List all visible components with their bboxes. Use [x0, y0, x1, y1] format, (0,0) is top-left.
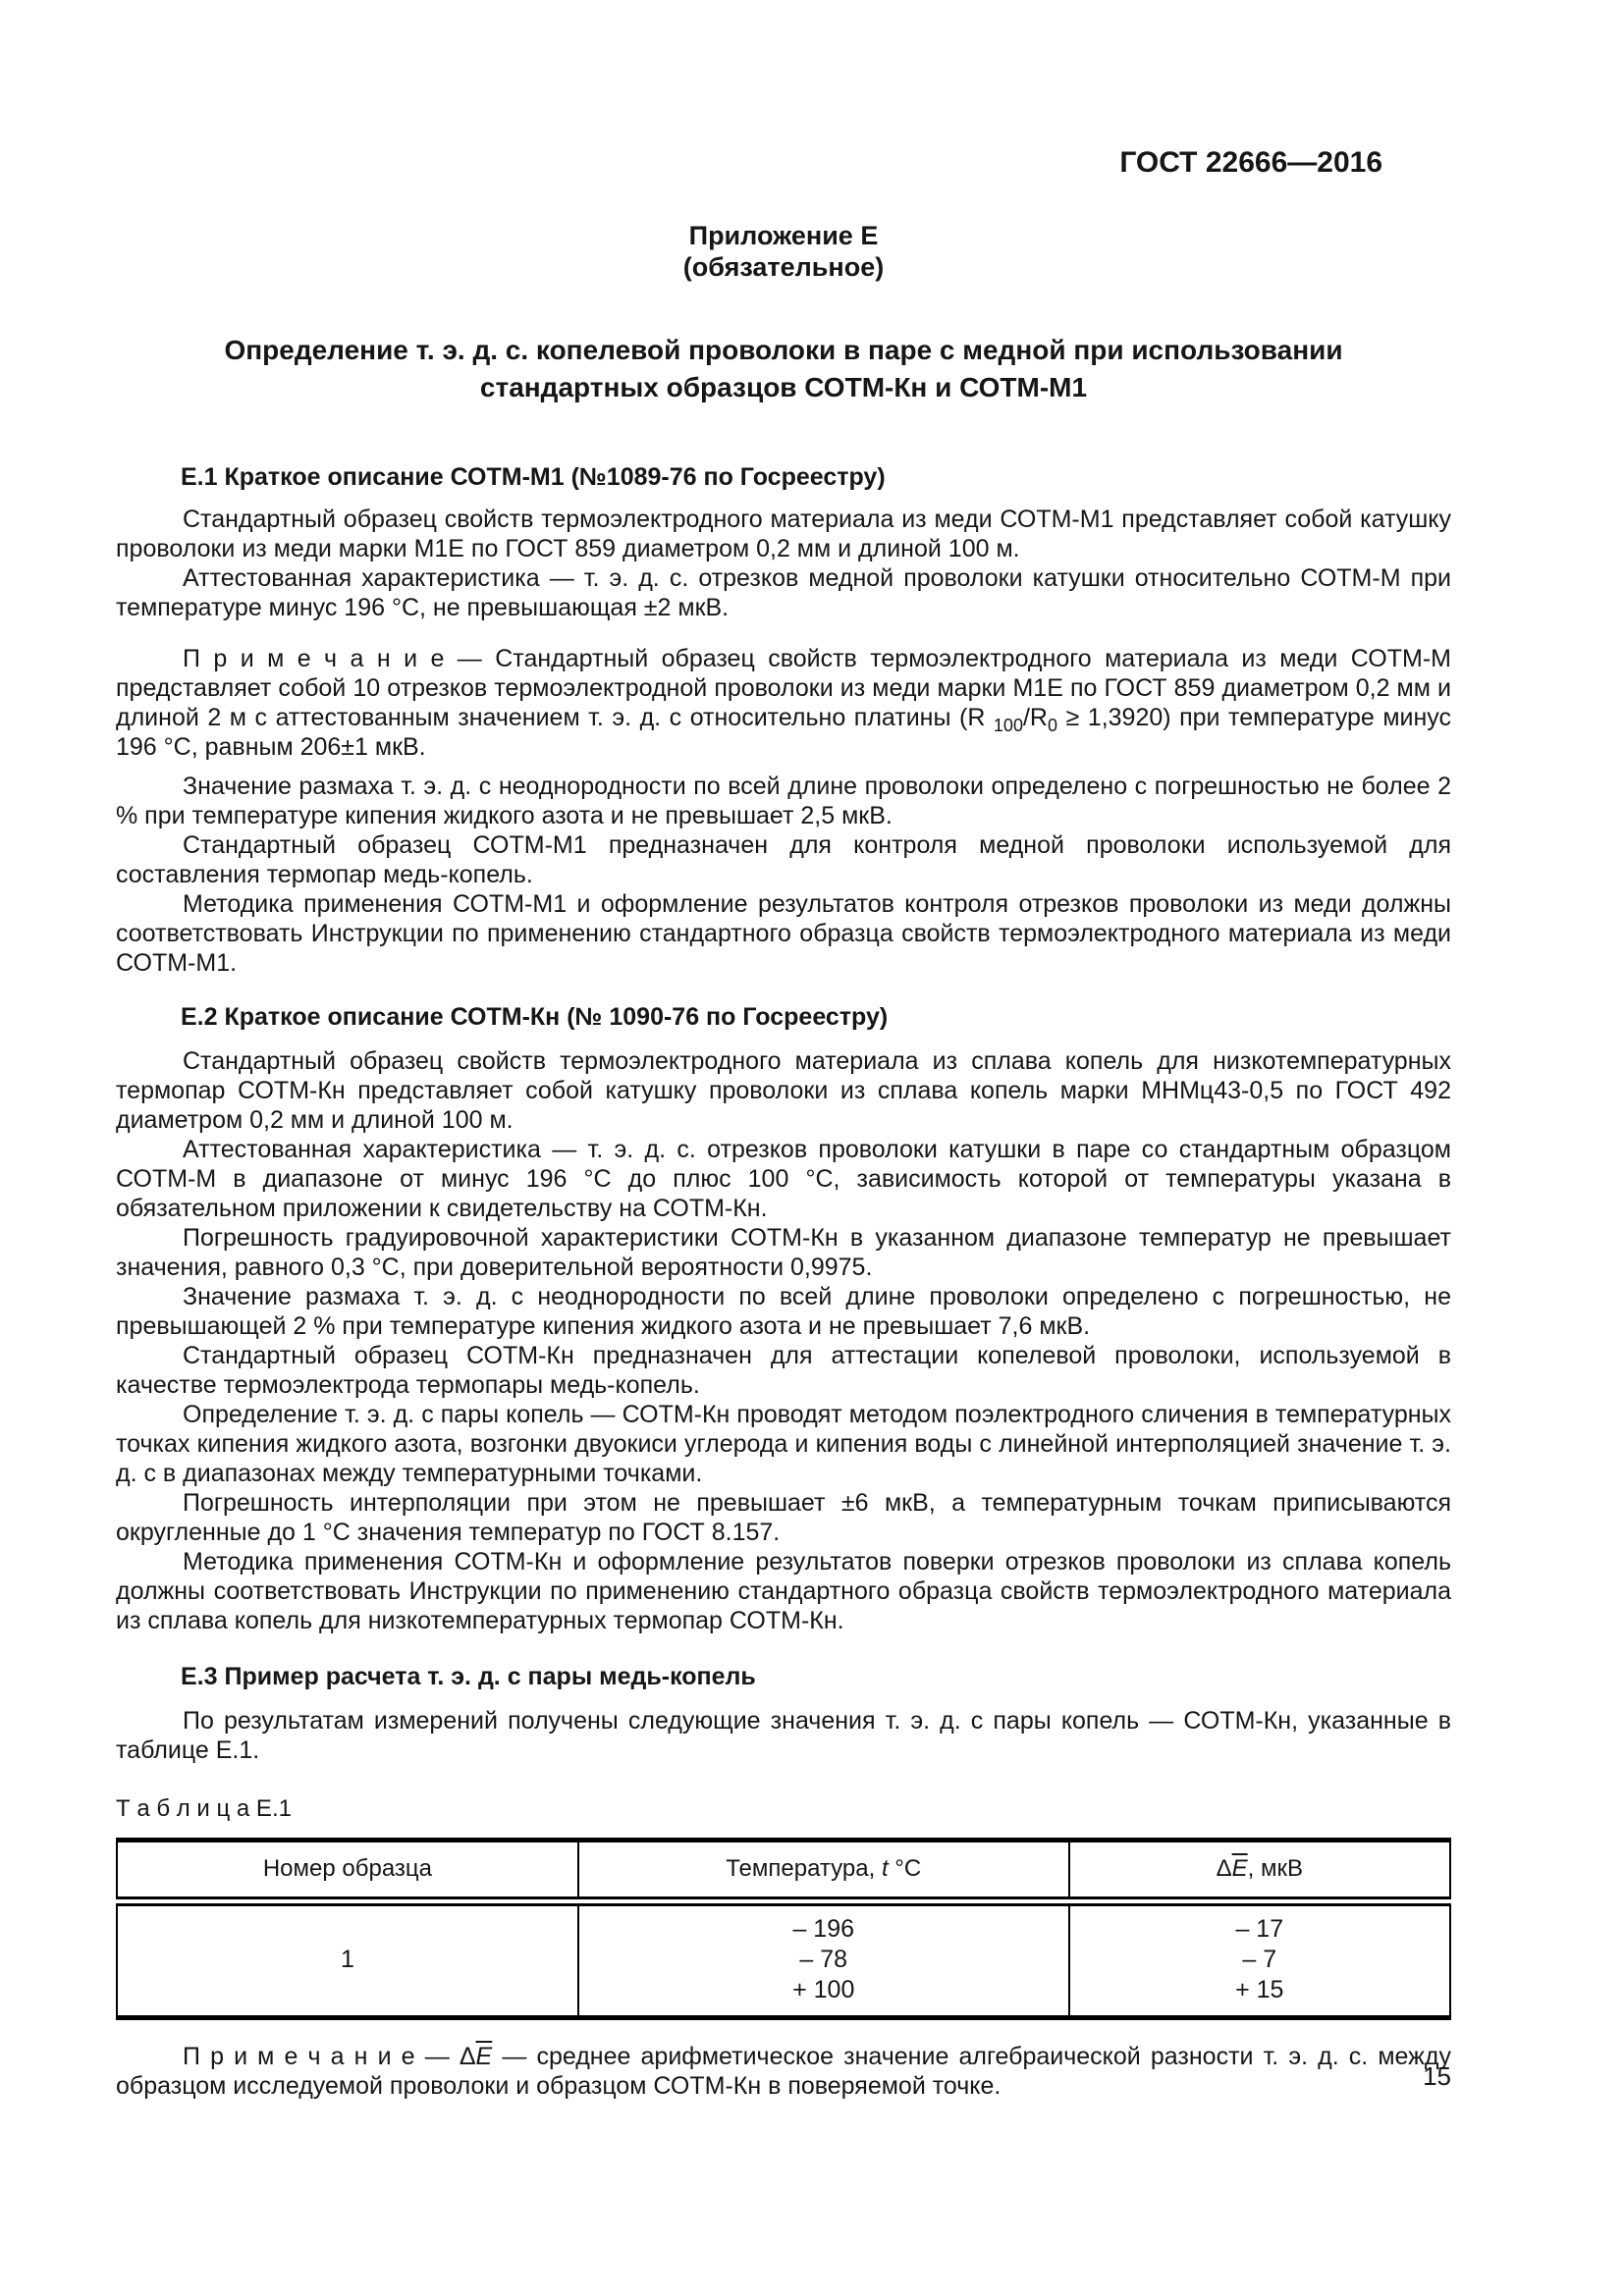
temperature-symbol: t	[881, 1855, 889, 1883]
temperature-value-1: – 196	[792, 1914, 854, 1943]
temperature-value-2: – 78	[799, 1945, 848, 1973]
emf-delta: Δ	[1216, 1855, 1232, 1883]
note-table	[116, 2042, 1451, 2101]
note-e1	[116, 644, 1451, 762]
cell-sample-number: 1	[117, 1901, 578, 2018]
page-title-line2: стандартных образцов СОТМ-Кн и СОТМ-М1	[479, 372, 1088, 402]
note-e1-sub-0: 0	[1047, 716, 1057, 735]
paragraph-e2-1: Стандартный образец свойств термоэлектродного материала из сплава копель для низкотемпературных термопар СОТМ-Кн представляет собой катушку проволоки из сплава копель марки МНМц43-0,5 по ГОСТ 492 диаметром 0,2 мм и длиной 100 м.	[116, 1047, 1451, 1134]
paragraph-e2-8: Методика применения СОТМ-Кн и оформление результатов поверки отрезков проволоки из сплава копель должны соответствовать Инструкции по применению стандартного образца свойств термоэлектродного материала из сплава копель для низкотемпературных термопар СОТМ-Кн.	[116, 1548, 1451, 1634]
paragraph-e2-3: Погрешность градуировочной характеристики СОТМ-Кн в указанном диапазоне температур не превышает значения, равного 0,3 °С, при доверительной вероятности 0,9975.	[116, 1224, 1451, 1281]
section-heading-e2: Е.2 Краткое описание СОТМ-Кн (№ 1090-76 по Госреестру)	[181, 1003, 889, 1031]
note-table-text: — среднее арифметическое значение алгебраической разности т. э. д. с. между образцом исследуемой проволоки и образцом СОТМ-Кн в поверяемой точке.	[116, 2042, 1451, 2100]
note-table-label: П р и м е ч а н и е	[183, 2042, 415, 2070]
paragraph-e1-1: Стандартный образец свойств термоэлектродного материала из меди СОТМ-М1 представляет собой катушку проволоки из меди марки М1Е по ГОСТ 859 диаметром 0,2 мм и длиной 100 м.	[116, 506, 1451, 562]
table-header-sample: Номер образца	[117, 1841, 578, 1901]
cell-temperatures	[578, 1901, 1069, 2018]
page-number: 15	[1423, 2061, 1451, 2091]
emf-unit: , мкВ	[1247, 1855, 1303, 1883]
paragraph-e2-2: Аттестованная характеристика — т. э. д. с. отрезков проволоки катушки в паре со стандартным образцом СОТМ-М в диапазоне от минус 196 °С до плюс 100 °С, зависимость которой от температуры указана в обязательном приложении к свидетельству на СОТМ-Кн.	[116, 1136, 1451, 1222]
paragraph-e2-6: Определение т. э. д. с пары копель — СОТМ-Кн проводят методом поэлектродного сличения в температурных точках кипения жидкого азота, возгонки двуокиси углерода и кипения воды с линейной интерполяцией значение т. э. д. с в диапазонах между температурными точками.	[116, 1401, 1451, 1487]
note-e1-label: П р и м е ч а н и е	[183, 645, 445, 672]
note-table-symbol: $\overline{E}$	[475, 2042, 493, 2070]
paragraph-e1-5: Методика применения СОТМ-М1 и оформление результатов контроля отрезков проволоки из меди должны соответствовать Инструкции по применению стандартного образца свойств термоэлектродного материала из меди СОТМ-М1.	[116, 890, 1451, 977]
note-e1-text3: ≥ 1,3920) при температуре минус 196 °С, равным 206±1 мкВ.	[116, 704, 1451, 761]
note-e1-text1: — Стандартный образец свойств термоэлектродного материала из меди СОТМ-М представляет собой 10 отрезков термоэлектродной проволоки из меди марки М1Е по ГОСТ 859 диаметром 0,2 мм и длиной 2 м с аттестованным значением т. э. д. с относительно платины (R	[116, 645, 1451, 731]
table-header-emf	[1069, 1841, 1450, 1901]
note-table-delta: Δ	[459, 2042, 476, 2070]
table-header-temperature	[578, 1841, 1069, 1901]
note-e1-sub-100: 100	[993, 716, 1023, 735]
paragraph-e1-4: Стандартный образец СОТМ-М1 предназначен для контроля медной проволоки используемой для составления термопар медь-копель.	[116, 831, 1451, 888]
section-heading-e3: Е.3 Пример расчета т. э. д. с пары медь-копель	[181, 1663, 756, 1690]
cell-emf-values	[1069, 1901, 1450, 2018]
table-e1	[116, 1838, 1451, 2020]
appendix-kind: (обязательное)	[682, 252, 885, 282]
appendix-label: Приложение Е	[688, 221, 879, 250]
table-row	[117, 1901, 1450, 2018]
temperature-header-text: Температура,	[726, 1855, 882, 1883]
note-table-dash1: —	[414, 2042, 460, 2070]
temperature-value-3: + 100	[792, 1975, 855, 2003]
page-title-line1: Определение т. э. д. с. копелевой проволоки в паре с медной при использовании	[224, 335, 1343, 365]
paragraph-e2-4: Значение размаха т. э. д. с неоднородности по всей длине проволоки определено с погрешностью, не превышающей 2 % при температуре кипения жидкого азота и не превышает 7,6 мкВ.	[116, 1283, 1451, 1340]
note-e1-text2: /R	[1022, 704, 1048, 731]
paragraph-e3-1: По результатам измерений получены следующие значения т. э. д. с пары копель — СОТМ-Кн, указанные в таблице Е.1.	[116, 1707, 1451, 1764]
emf-value-1: – 17	[1235, 1914, 1284, 1943]
paragraph-e2-7: Погрешность интерполяции при этом не превышает ±6 мкВ, а температурным точкам приписываются округленные до 1 °С значения температур по ГОСТ 8.157.	[116, 1489, 1451, 1546]
emf-value-3: + 15	[1235, 1975, 1284, 2003]
temperature-unit: °С	[888, 1855, 922, 1883]
paragraph-e2-5: Стандартный образец СОТМ-Кн предназначен для аттестации копелевой проволоки, используемой в качестве термоэлектрода термопары медь-копель.	[116, 1342, 1451, 1399]
paragraph-e1-2: Аттестованная характеристика — т. э. д. с. отрезков медной проволоки катушки относительно СОТМ-М при температуре минус 196 °С, не превышающая ±2 мкВ.	[116, 564, 1451, 621]
section-heading-e1: Е.1 Краткое описание СОТМ-М1 (№1089-76 по Госреестру)	[181, 463, 886, 491]
table-title: Т а б л и ц а Е.1	[116, 1795, 292, 1822]
paragraph-e1-3: Значение размаха т. э. д. с неоднородности по всей длине проволоки определено с погрешностью не более 2 % при температуре кипения жидкого азота и не превышает 2,5 мкВ.	[116, 773, 1451, 829]
table-header-row	[117, 1841, 1450, 1901]
emf-symbol: $\overline{E}$	[1231, 1855, 1248, 1883]
content-column	[116, 0, 1451, 2110]
doc-number: ГОСТ 22666—2016	[1119, 146, 1382, 179]
page-title	[116, 332, 1451, 406]
emf-value-2: – 7	[1242, 1945, 1277, 1973]
